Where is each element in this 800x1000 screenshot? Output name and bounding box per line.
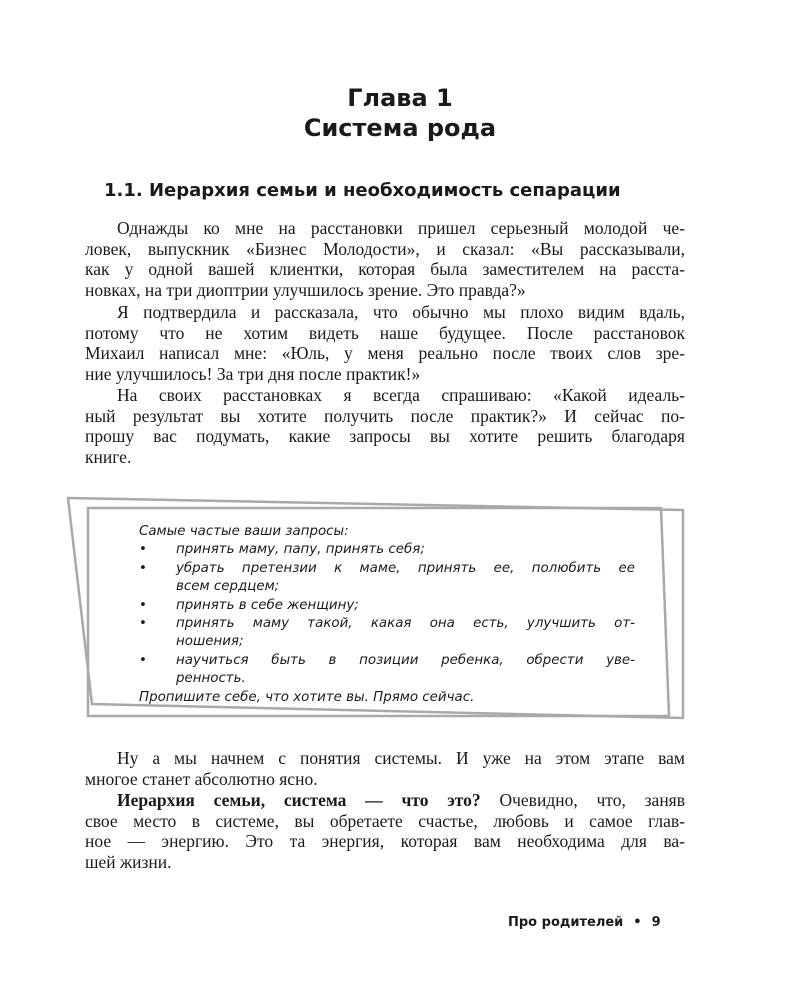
paragraph-line: прошу вас подумать, какие запросы вы хотите решить благодаря [85, 426, 685, 447]
list-item-text: принять маму такой, какая она есть, улучшить от- [176, 616, 635, 632]
list-item-text: принять маму, папу, принять себя; [176, 542, 425, 558]
callout-box [139, 523, 635, 707]
bold-lead: Иерархия семьи, система — что это? [117, 790, 481, 810]
section-title: 1.1. Иерархия семьи и необходимость сепарации [104, 180, 621, 201]
paragraph-line: На своих расстановках я всегда спрашиваю: «Какой идеаль- [117, 385, 685, 405]
paragraph-line: потому что не хотим видеть наше будущее. После расстановок [85, 322, 685, 343]
paragraph-line: ное — энергию. Это та энергия, которая вам необходима для ва- [85, 831, 685, 852]
paragraph-first-line [85, 790, 685, 811]
running-title: Про родителей [508, 915, 624, 930]
bullet-icon: • [139, 597, 147, 613]
paragraph-line: Ну а мы начнем с понятия системы. И уже на этом этапе вам [117, 748, 685, 768]
bullet-icon: • [139, 652, 147, 668]
chapter-title: Система рода [303, 114, 497, 142]
paragraph-line: книге. [85, 447, 132, 468]
paragraph-line: Однажды ко мне на расстановки пришел серьезный молодой че- [117, 218, 685, 238]
bullet-icon: • [139, 560, 147, 576]
list-item-text: принять в себе женщину; [176, 597, 359, 613]
list-item [139, 597, 635, 615]
paragraph-4 [85, 748, 685, 789]
list-item-text: убрать претензии к маме, принять ее, полюбить ее [176, 560, 635, 576]
callout-closing: Пропишите себе, что хотите вы. Прямо сейчас. [139, 689, 475, 705]
paragraph-line: ный результат вы хотите получить после практик?» И сейчас по- [85, 405, 685, 426]
list-item [139, 652, 635, 689]
paragraph-line: многое станет абсолютно ясно. [85, 768, 318, 789]
paragraph-line: Михаил написал мне: «Юль, у меня реально после твоих слов зре- [85, 343, 685, 364]
chapter-label: Глава 1 [347, 84, 453, 112]
paragraph-line-rest: Очевидно, что, заняв [480, 790, 685, 810]
page-number: 9 [651, 915, 661, 930]
list-item-text: всем сердцем; [176, 579, 280, 595]
footer-separator: • [633, 915, 642, 930]
paragraph-line: ловек, выпускник «Бизнес Молодости», и сказал: «Вы рассказывали, [85, 238, 685, 259]
bullet-icon: • [139, 616, 147, 632]
list-item [139, 541, 635, 559]
list-item-text: ношения; [176, 634, 244, 650]
list-item-text: научиться быть в позиции ребенка, обрести уве- [176, 652, 635, 668]
list-item [139, 560, 635, 597]
paragraph-line: шей жизни. [85, 852, 172, 873]
bullet-icon: • [139, 542, 147, 558]
list-item [139, 615, 635, 652]
paragraph-5 [85, 790, 685, 873]
list-item-text: ренность. [176, 671, 246, 687]
callout-heading: Самые частые ваши запросы: [139, 524, 349, 539]
page-footer [508, 914, 688, 932]
paragraph-line: свое место в системе, вы обретаете счастье, любовь и самое глав- [85, 810, 685, 831]
paragraph-line: ние улучшилось! За три дня после практик!» [85, 364, 421, 385]
paragraph-line: новках, на три диоптрии улучшилось зрение. Это правда?» [85, 280, 526, 301]
paragraph-line: Я подтвердила и рассказала, что обычно мы плохо видим вдаль, [117, 302, 685, 322]
paragraph-line: как у одной вашей клиентки, которая была заместителем на расста- [85, 259, 685, 280]
